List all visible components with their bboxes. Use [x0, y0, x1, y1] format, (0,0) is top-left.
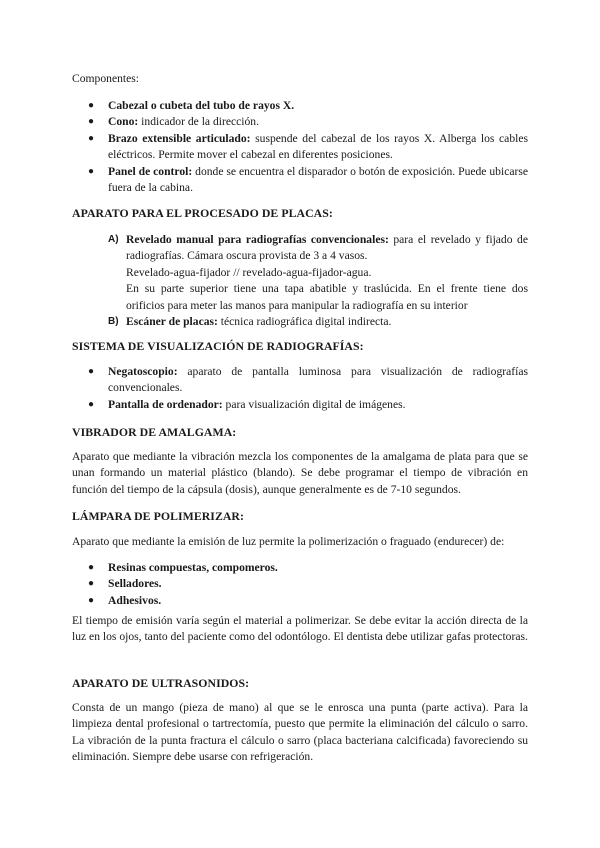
item-desc: aparato de pantalla luminosa para visualización de radiografías convencionales.: [108, 365, 528, 395]
bullet-icon: ●: [88, 132, 95, 144]
item-marker: A): [108, 234, 119, 245]
item-term: Negatoscopio:: [108, 365, 178, 378]
item-term: Escáner de placas:: [126, 315, 218, 329]
visualizacion-list: [72, 364, 528, 413]
list-item: [72, 131, 528, 164]
ultrasonidos-text: Consta de un mango (pieza de mano) al que se le enrosca una punta (parte activa). Para la limpieza dental profesional o tartrectomía, puesto que permite la eliminación del cálculo o sarro. La vibración de la punta fractura el cálculo o sarro (placa bacteriana calcificada) favoreciendo su eliminación. Siempre debe usarse con refrigeración.: [72, 701, 528, 764]
item-term: Brazo extensible articulado:: [108, 131, 251, 145]
item-desc: suspende del cabezal de los rayos X. Alberga los cables eléctricos. Permite mover el cabezal en diferentes posiciones.: [108, 131, 528, 162]
item-marker: B): [108, 316, 119, 328]
item-term: Resinas compuestas, compomeros.: [108, 561, 278, 574]
bullet-icon: ●: [88, 100, 95, 111]
procesado-heading: APARATO PARA EL PROCESADO DE PLACAS:: [72, 206, 333, 220]
item-term: Cabezal o cubeta del tubo de rayos X.: [108, 99, 295, 112]
bullet-icon: ●: [88, 578, 95, 590]
bullet-icon: ●: [88, 398, 95, 410]
lampara-text: Aparato que mediante la emisión de luz permite la polimerización o fraguado (endurecer) de:: [72, 535, 505, 548]
item-term: Revelado manual para radiografías convencionales:: [126, 233, 389, 246]
ultrasonidos-heading: APARATO DE ULTRASONIDOS:: [72, 676, 250, 690]
bullet-icon: ●: [88, 562, 95, 573]
item-line: En su parte superior tiene una tapa abatible y traslúcida. En el frente tiene dos orificios para meter las manos para manipular la radiografía en su interior: [126, 282, 528, 312]
bullet-icon: ●: [88, 594, 95, 606]
item-line: Revelado-agua-fijador // revelado-agua-fijador-agua.: [126, 265, 372, 279]
list-item: [72, 114, 528, 130]
item-term: Selladores.: [108, 577, 162, 591]
visualizacion-heading: SISTEMA DE VISUALIZACIÓN DE RADIOGRAFÍAS:: [72, 339, 364, 353]
item-term: Panel de control:: [108, 164, 193, 178]
componentes-list: [72, 98, 528, 196]
bullet-icon: ●: [88, 366, 95, 377]
lampara-list: [72, 560, 528, 609]
list-item: [108, 314, 528, 330]
list-item: [72, 560, 528, 576]
list-item: [108, 232, 528, 314]
list-item: [72, 576, 528, 592]
list-item: [72, 164, 528, 197]
item-term: Adhesivos.: [108, 593, 162, 607]
list-item: [72, 397, 528, 413]
item-desc: indicador de la dirección.: [138, 115, 259, 129]
list-item: [72, 593, 528, 609]
vibrador-text: Aparato que mediante la vibración mezcla los componentes de la amalgama de plata para que se unan formando un material plástico (blando). Se debe programar el tiempo de vibración en función del tiempo de la cápsula (dosis), aunque generalmente es de 7-10 segundos.: [72, 450, 528, 496]
item-desc: técnica radiográfica digital indirecta.: [217, 315, 392, 329]
item-desc: para el revelado y fijado de radiografías. Cámara oscura provista de 3 a 4 vasos.: [126, 233, 528, 263]
intro-text: Componentes:: [72, 72, 139, 85]
item-desc: para visualización digital de imágenes.: [222, 397, 406, 411]
lampara-text-2: El tiempo de emisión varía según el material a polimerizar. Se debe evitar la acción directa de la luz en los ojos, tanto del paciente como del odontólogo. El dentista debe utilizar gafas protectoras.: [72, 614, 528, 644]
item-term: Pantalla de ordenador:: [108, 397, 223, 411]
list-item: [72, 98, 528, 114]
bullet-icon: ●: [88, 116, 95, 128]
list-item: [72, 364, 528, 397]
procesado-list: [108, 232, 528, 330]
item-term: Cono:: [108, 115, 139, 129]
vibrador-heading: VIBRADOR DE AMALGAMA:: [72, 425, 237, 439]
lampara-heading: LÁMPARA DE POLIMERIZAR:: [72, 509, 244, 523]
bullet-icon: ●: [88, 165, 95, 177]
item-desc: donde se encuentra el disparador o botón de exposición. Puede ubicarse fuera de la cabina.: [108, 164, 529, 195]
